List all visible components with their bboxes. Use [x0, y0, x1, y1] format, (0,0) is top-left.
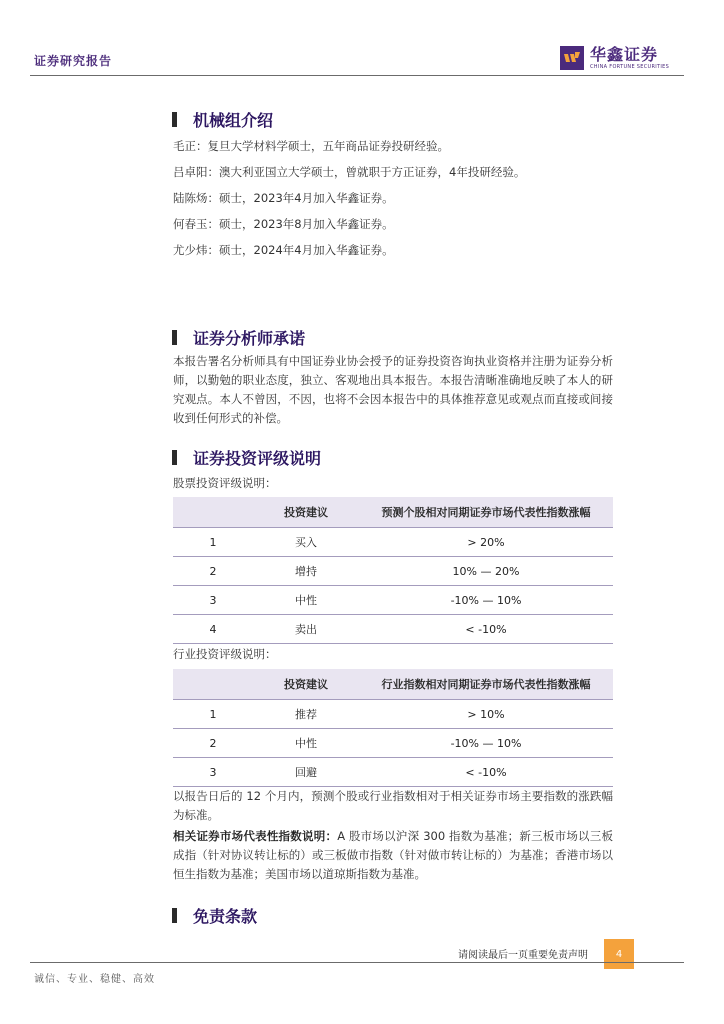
- stock-rating-table: [173, 497, 613, 644]
- table-cell: 卖出: [253, 615, 359, 644]
- logo-text: 华鑫证券: [590, 44, 659, 64]
- team-member: 尤少炜：硕士，2024年4月加入华鑫证券。: [173, 243, 394, 257]
- section-marker: [172, 908, 177, 923]
- benchmark-text: A 股市场以沪深 300 指数为基准；新三板市场以三板成指（针对协议转让标的）或三板做市指数（针对做市转让标的）为基准；香港市场以恒生指数为基准；美国市场以道琼斯指数为基准。: [173, 829, 614, 881]
- table-cell: -10% — 10%: [359, 729, 613, 758]
- table-header-row: [173, 497, 613, 528]
- table-header-cell: 投资建议: [253, 669, 359, 700]
- section-commitment: [172, 326, 305, 349]
- disclaimer-notice: 请阅读最后一页重要免责声明: [458, 950, 588, 961]
- table-row: [173, 729, 613, 758]
- industry-rating-table: [173, 669, 613, 787]
- section-rating-title: 证券投资评级说明: [193, 449, 322, 468]
- section-commitment-title: 证券分析师承诺: [193, 329, 306, 348]
- table-cell: < -10%: [359, 758, 613, 787]
- table-cell: 2: [173, 557, 253, 586]
- team-member: 毛正：复旦大学材料学硕士，五年商品证券投研经验。: [173, 139, 449, 153]
- team-member: 何春玉：硕士，2023年8月加入华鑫证券。: [173, 217, 394, 231]
- industry-rating-label: 行业投资评级说明：: [173, 647, 277, 661]
- table-cell: > 10%: [359, 700, 613, 729]
- table-cell: 回避: [253, 758, 359, 787]
- page-number-badge: 4: [604, 939, 634, 969]
- table-header-cell: 预测个股相对同期证券市场代表性指数涨幅: [359, 497, 613, 528]
- table-cell: 2: [173, 729, 253, 758]
- company-logo: [560, 46, 669, 70]
- header-divider: [30, 75, 684, 76]
- report-type-label: 证券研究报告: [34, 54, 113, 68]
- table-header-cell: [173, 497, 253, 528]
- benchmark-label: 相关证券市场代表性指数说明：: [173, 829, 338, 843]
- table-cell: 推荐: [253, 700, 359, 729]
- table-cell: > 20%: [359, 528, 613, 557]
- commitment-paragraph: 本报告署名分析师具有中国证券业协会授予的证券投资咨询执业资格并注册为证券分析师，以勤勉的职业态度，独立、客观地出具本报告。本报告清晰准确地反映了本人的研究观点。本人不曾因，不因，也将不会因本报告中的具体推荐意见或观点而直接或间接收到任何形式的补偿。: [173, 354, 613, 425]
- table-cell: 4: [173, 615, 253, 644]
- table-row: [173, 615, 613, 644]
- table-cell: 中性: [253, 729, 359, 758]
- table-row: [173, 700, 613, 729]
- table-header-cell: [173, 669, 253, 700]
- table-cell: 1: [173, 700, 253, 729]
- team-member: 吕卓阳：澳大利亚国立大学硕士，曾就职于方正证券，4年投研经验。: [173, 165, 526, 179]
- table-cell: 买入: [253, 528, 359, 557]
- section-rating: [172, 446, 321, 469]
- table-header-cell: 投资建议: [253, 497, 359, 528]
- footer-divider: [30, 962, 684, 963]
- table-header-row: [173, 669, 613, 700]
- team-member: 陆陈炀：硕士，2023年4月加入华鑫证券。: [173, 191, 394, 205]
- rating-note: 以报告日后的 12 个月内，预测个股或行业指数相对于相关证券市场主要指数的涨跌幅为标准。: [173, 789, 613, 822]
- table-cell: 10% — 20%: [359, 557, 613, 586]
- section-marker: [172, 330, 177, 345]
- table-cell: < -10%: [359, 615, 613, 644]
- table-row: [173, 586, 613, 615]
- benchmark-paragraph: [173, 827, 613, 884]
- table-header-cell: 行业指数相对同期证券市场代表性指数涨幅: [359, 669, 613, 700]
- table-row: [173, 528, 613, 557]
- logo-subtext: CHINA FORTUNE SECURITIES: [590, 63, 670, 70]
- table-cell: 3: [173, 758, 253, 787]
- table-cell: 增持: [253, 557, 359, 586]
- section-disclaimer-title: 免责条款: [193, 907, 258, 926]
- section-marker: [172, 450, 177, 465]
- stock-rating-label: 股票投资评级说明：: [173, 476, 277, 490]
- logo-mark-icon: [560, 46, 584, 70]
- footer-motto: 诚信、专业、稳健、高效: [34, 974, 155, 985]
- table-cell: -10% — 10%: [359, 586, 613, 615]
- section-marker: [172, 112, 177, 127]
- section-disclaimer: [172, 904, 257, 927]
- table-row: [173, 557, 613, 586]
- table-row: [173, 758, 613, 787]
- table-cell: 1: [173, 528, 253, 557]
- table-cell: 中性: [253, 586, 359, 615]
- table-cell: 3: [173, 586, 253, 615]
- section-team-title: 机械组介绍: [193, 111, 274, 130]
- section-team: [172, 108, 273, 131]
